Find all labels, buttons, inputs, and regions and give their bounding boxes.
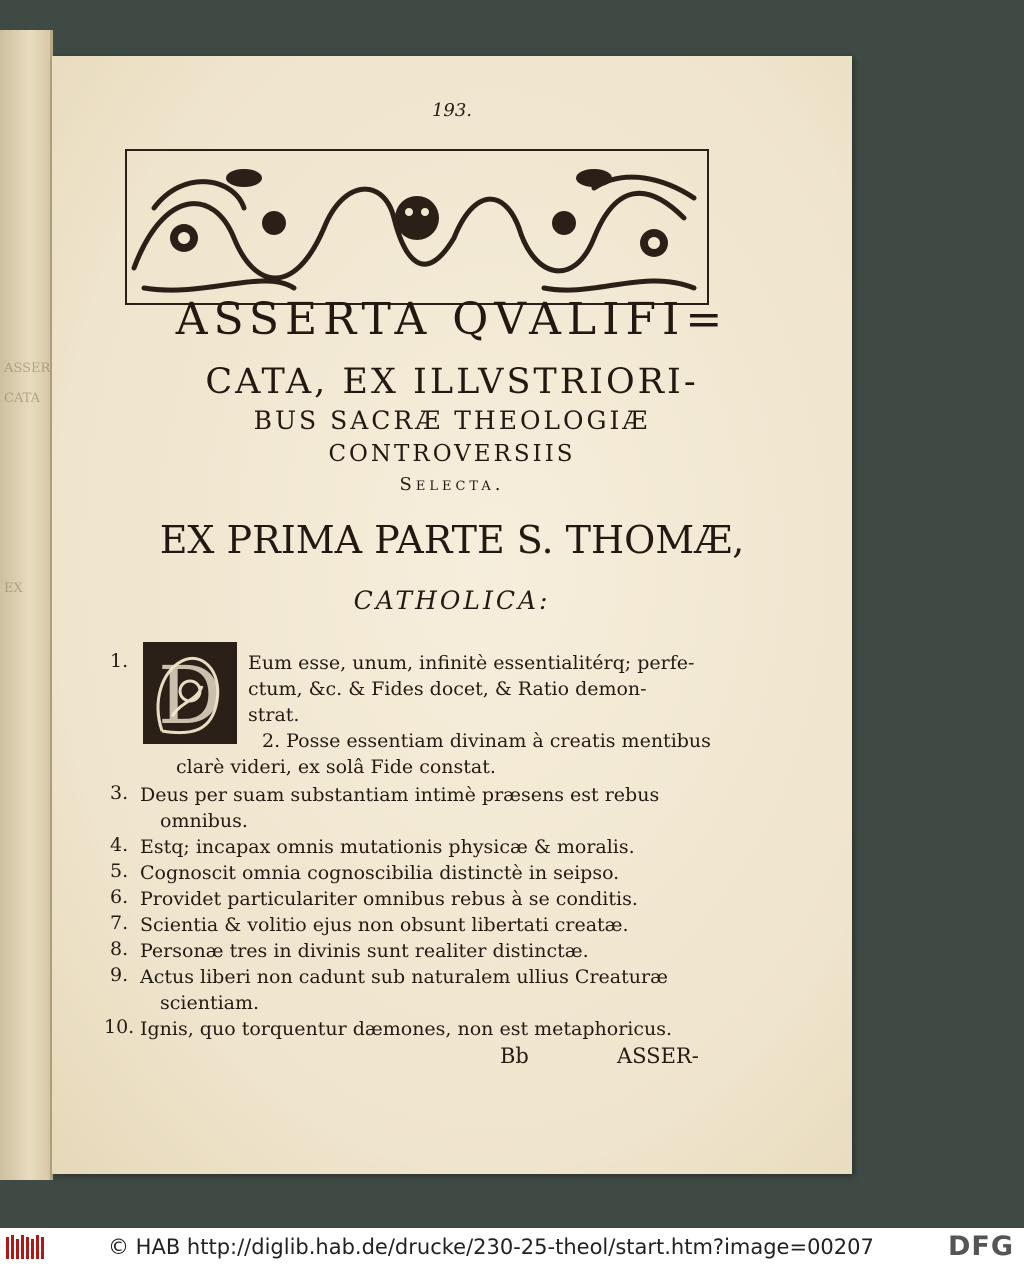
section-heading: EX PRIMA PARTE S. THOMÆ, (159, 518, 745, 562)
item-number: 3. (110, 782, 129, 804)
bleed-through-text: CATA (4, 391, 40, 406)
item-number: 10. (104, 1016, 135, 1038)
library-logo-icon (5, 1233, 49, 1261)
item-text-line: Providet particulariter omnibus rebus à se conditis. (140, 888, 638, 910)
item-number: 4. (110, 834, 129, 856)
section-subheading: CATHOLICA: (353, 586, 551, 615)
item-text-line: Ignis, quo torquentur dæmones, non est metaphoricus. (140, 1018, 673, 1040)
item-text-line: strat. (248, 704, 300, 726)
viewer-footer (0, 1228, 1024, 1265)
item-text-line: scientiam. (160, 992, 260, 1014)
item-text-line: omnibus. (160, 810, 248, 832)
item-number: 7. (110, 912, 129, 934)
item-text-line: Actus liberi non cadunt sub naturalem ullius Creaturæ (140, 966, 668, 988)
item-text-line: 2. Posse essentiam divinam à creatis mentibus (262, 730, 711, 752)
previous-page-edge (0, 30, 53, 1180)
bleed-through-text: EX (4, 581, 23, 596)
item-number: 6. (110, 886, 129, 908)
item-text-line: Personæ tres in divinis sunt realiter distinctæ. (140, 940, 589, 962)
item-number: 5. (110, 860, 129, 882)
bleed-through-text: ASSER (4, 361, 51, 376)
title-line-5: Selecta. (399, 474, 505, 495)
signature-mark: Bb (500, 1044, 529, 1068)
item-text-line: Eum esse, unum, infinitè essentialitérq; perfe- (248, 652, 695, 674)
item-text-line: clarè videri, ex solâ Fide constat. (176, 756, 496, 778)
title-line-2: CATA, EX ILLVSTRIORI- (205, 362, 699, 402)
item-number: 9. (110, 964, 129, 986)
catchword: ASSER- (617, 1044, 699, 1068)
decorated-initial (142, 641, 238, 745)
item-text-line: Cognoscit omnia cognoscibilia distinctè in seipso. (140, 862, 620, 884)
decorative-headpiece-ornament (124, 148, 710, 306)
dropcap-letter: D (157, 649, 223, 742)
item-text-line: Deus per suam substantiam intimè præsens est rebus (140, 784, 660, 806)
item-text-line: Estq; incapax omnis mutationis physicæ & moralis. (140, 836, 635, 858)
copyright-url[interactable]: © HAB http://diglib.hab.de/drucke/230-25-theol/start.htm?image=00207 (108, 1235, 874, 1259)
title-line-3: BUS SACRÆ THEOLOGIÆ (253, 406, 651, 435)
item-number: 8. (110, 938, 129, 960)
item-text-line: Scientia & volitio ejus non obsunt libertati creatæ. (140, 914, 629, 936)
book-page (52, 56, 852, 1174)
dfg-logo: DFG (947, 1231, 1014, 1262)
item-number: 1. (110, 650, 129, 672)
title-line-4: CONTROVERSIIS (328, 441, 576, 467)
page-number: 193. (431, 100, 473, 121)
item-text-line: ctum, &c. & Fides docet, & Ratio demon- (248, 678, 647, 700)
title-line-1: ASSERTA QVALIFI= (175, 294, 729, 345)
